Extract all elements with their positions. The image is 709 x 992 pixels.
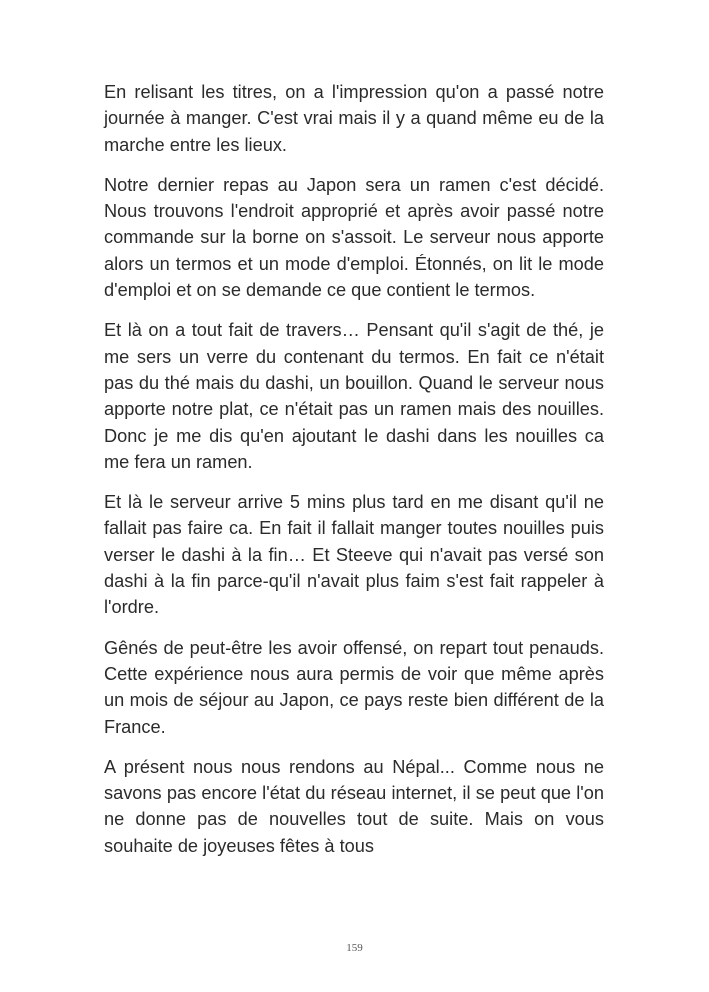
paragraph-3: Et là on a tout fait de travers… Pensant qu'il s'agit de thé, je me sers un verre du contenant du termos. En fait ce n'était pas du thé mais du dashi, un bouillon. Quand le serveur nous apporte notre plat, ce n'était pas un ramen mais des nouilles. Donc je me dis qu'en ajoutant le dashi dans les nouilles ca me fera un ramen. (104, 320, 604, 472)
paragraph-4: Et là le serveur arrive 5 mins plus tard en me disant qu'il ne fallait pas faire ca. En fait il fallait manger toutes nouilles puis verser le dashi à la fin… Et Steeve qui n'avait pas versé son dashi à la fin parce-qu'il n'avait plus faim s'est fait rappeler à l'ordre. (104, 492, 604, 618)
paragraph-6: A présent nous nous rendons au Népal... Comme nous ne savons pas encore l'état du réseau internet, il se peut que l'on ne donne pas de nouvelles tout de suite. Mais on vous souhaite de joyeuses fêtes à tous (104, 756, 604, 856)
paragraph-5: Gênés de peut-être les avoir offensé, on repart tout penauds. Cette expérience nous aura permis de voir que même après un mois de séjour au Japon, ce pays reste bien différent de la France. (104, 637, 604, 737)
paragraph-2: Notre dernier repas au Japon sera un ramen c'est décidé. Nous trouvons l'endroit approprié et après avoir passé notre commande sur la borne on s'assoit. Le serveur nous apporte alors un termos et un mode d'emploi. Étonnés, on lit le mode d'emploi et on se demande ce que contient le termos. (104, 174, 604, 301)
page-number: 159 (346, 942, 363, 954)
body-text (104, 79, 604, 873)
paragraph-1: En relisant les titres, on a l'impression qu'on a passé notre journée à manger. C'est vrai mais il y a quand même eu de la marche entre les lieux. (104, 82, 604, 155)
